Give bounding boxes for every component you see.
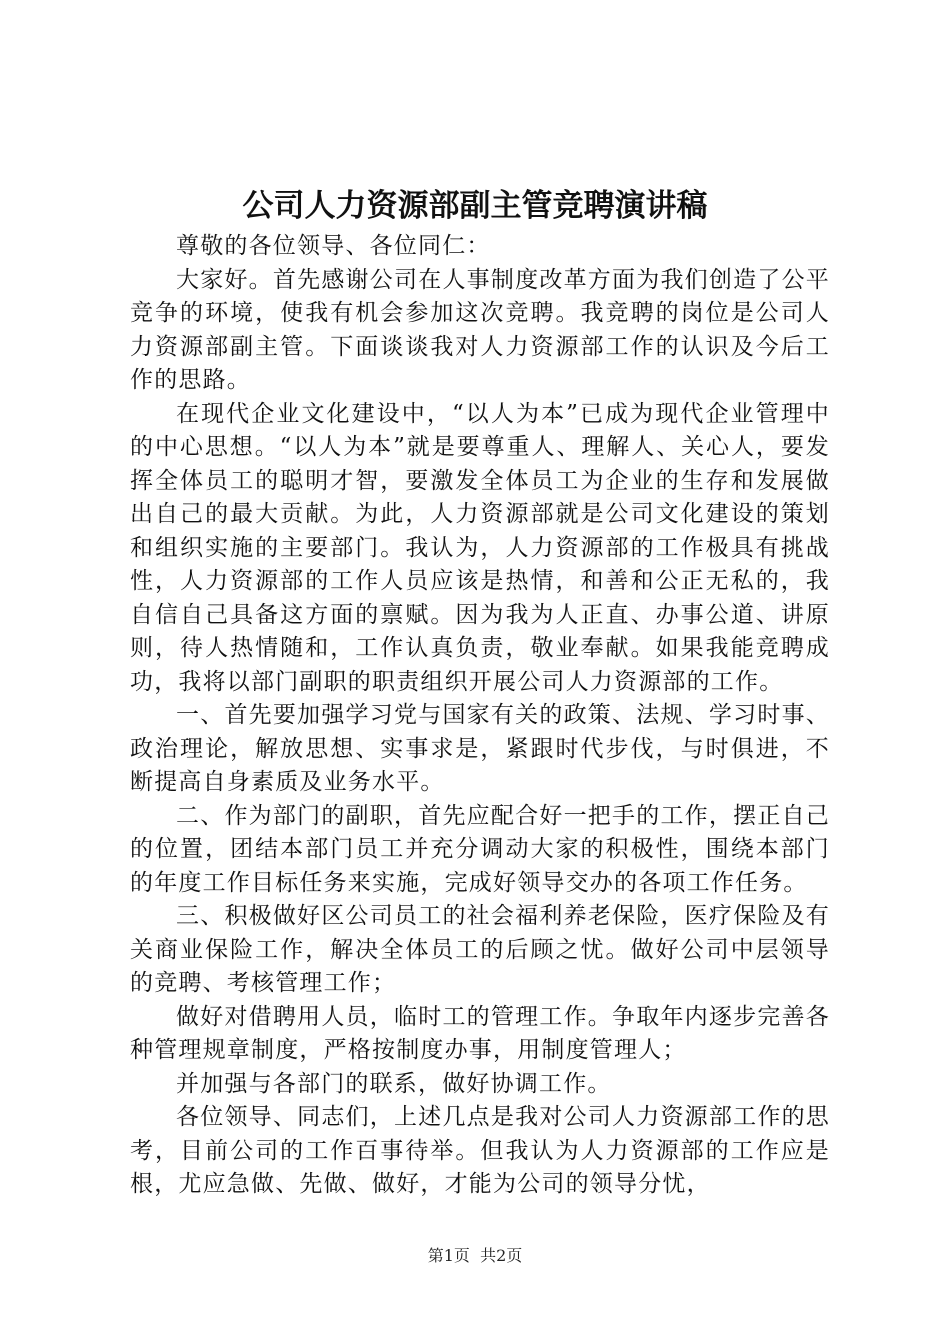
document-body (130, 230, 830, 1202)
paragraph: 二、作为部门的副职，首先应配合好一把手的工作，摆正自己的位置，团结本部门员工并充分调动大家的积极性，围绕本部门的年度工作目标任务来实施，完成好领导交办的各项工作任务。 (130, 802, 830, 896)
paragraph-salutation: 尊敬的各位领导、各位同仁： (176, 233, 491, 259)
paragraph: 大家好。首先感谢公司在人事制度改革方面为我们创造了公平竞争的环境，使我有机会参加这次竞聘。我竞聘的岗位是公司人力资源部副主管。下面谈谈我对人力资源部工作的认识及今后工作的思路。 (130, 266, 830, 393)
paragraph: 一、首先要加强学习党与国家有关的政策、法规、学习时事、政治理论，解放思想、实事求是，紧跟时代步伐，与时俱进，不断提高自身素质及业务水平。 (130, 702, 830, 795)
page-footer (0, 1245, 950, 1267)
paragraph: 做好对借聘用人员，临时工的管理工作。争取年内逐步完善各种管理规章制度，严格按制度办事，用制度管理人； (130, 1003, 830, 1063)
paragraph: 各位领导、同志们，上述几点是我对公司人力资源部工作的思考，目前公司的工作百事待举。但我认为人力资源部的工作应是根，尤应急做、先做、做好，才能为公司的领导分忧， (130, 1104, 830, 1197)
paragraph: 三、积极做好区公司员工的社会福利养老保险，医疗保险及有关商业保险工作，解决全体员工的后顾之忧。做好公司中层领导的竞聘、考核管理工作； (130, 903, 830, 996)
document-title: 公司人力资源部副主管竞聘演讲稿 (242, 188, 708, 224)
page-number: 第1页 共2页 (427, 1246, 523, 1265)
paragraph: 在现代企业文化建设中，“以人为本”已成为现代企业管理中的中心思想。“以人为本”就是要尊重人、理解人、关心人，要发挥全体员工的聪明才智，要激发全体员工为企业的生存和发展做出自己的最大贡献。为此，人力资源部就是公司文化建设的策划和组织实施的主要部门。我认为，人力资源部的工作极具有挑战性，人力资源部的工作人员应该是热情，和善和公正无私的，我自信自己具备这方面的禀赋。因为我为人正直、办事公道、讲原则，待人热情随和，工作认真负责，敬业奉献。如果我能竞聘成功，我将以部门副职的职责组织开展公司人力资源部的工作。 (130, 400, 830, 695)
paragraph: 并加强与各部门的联系，做好协调工作。 (176, 1070, 612, 1097)
